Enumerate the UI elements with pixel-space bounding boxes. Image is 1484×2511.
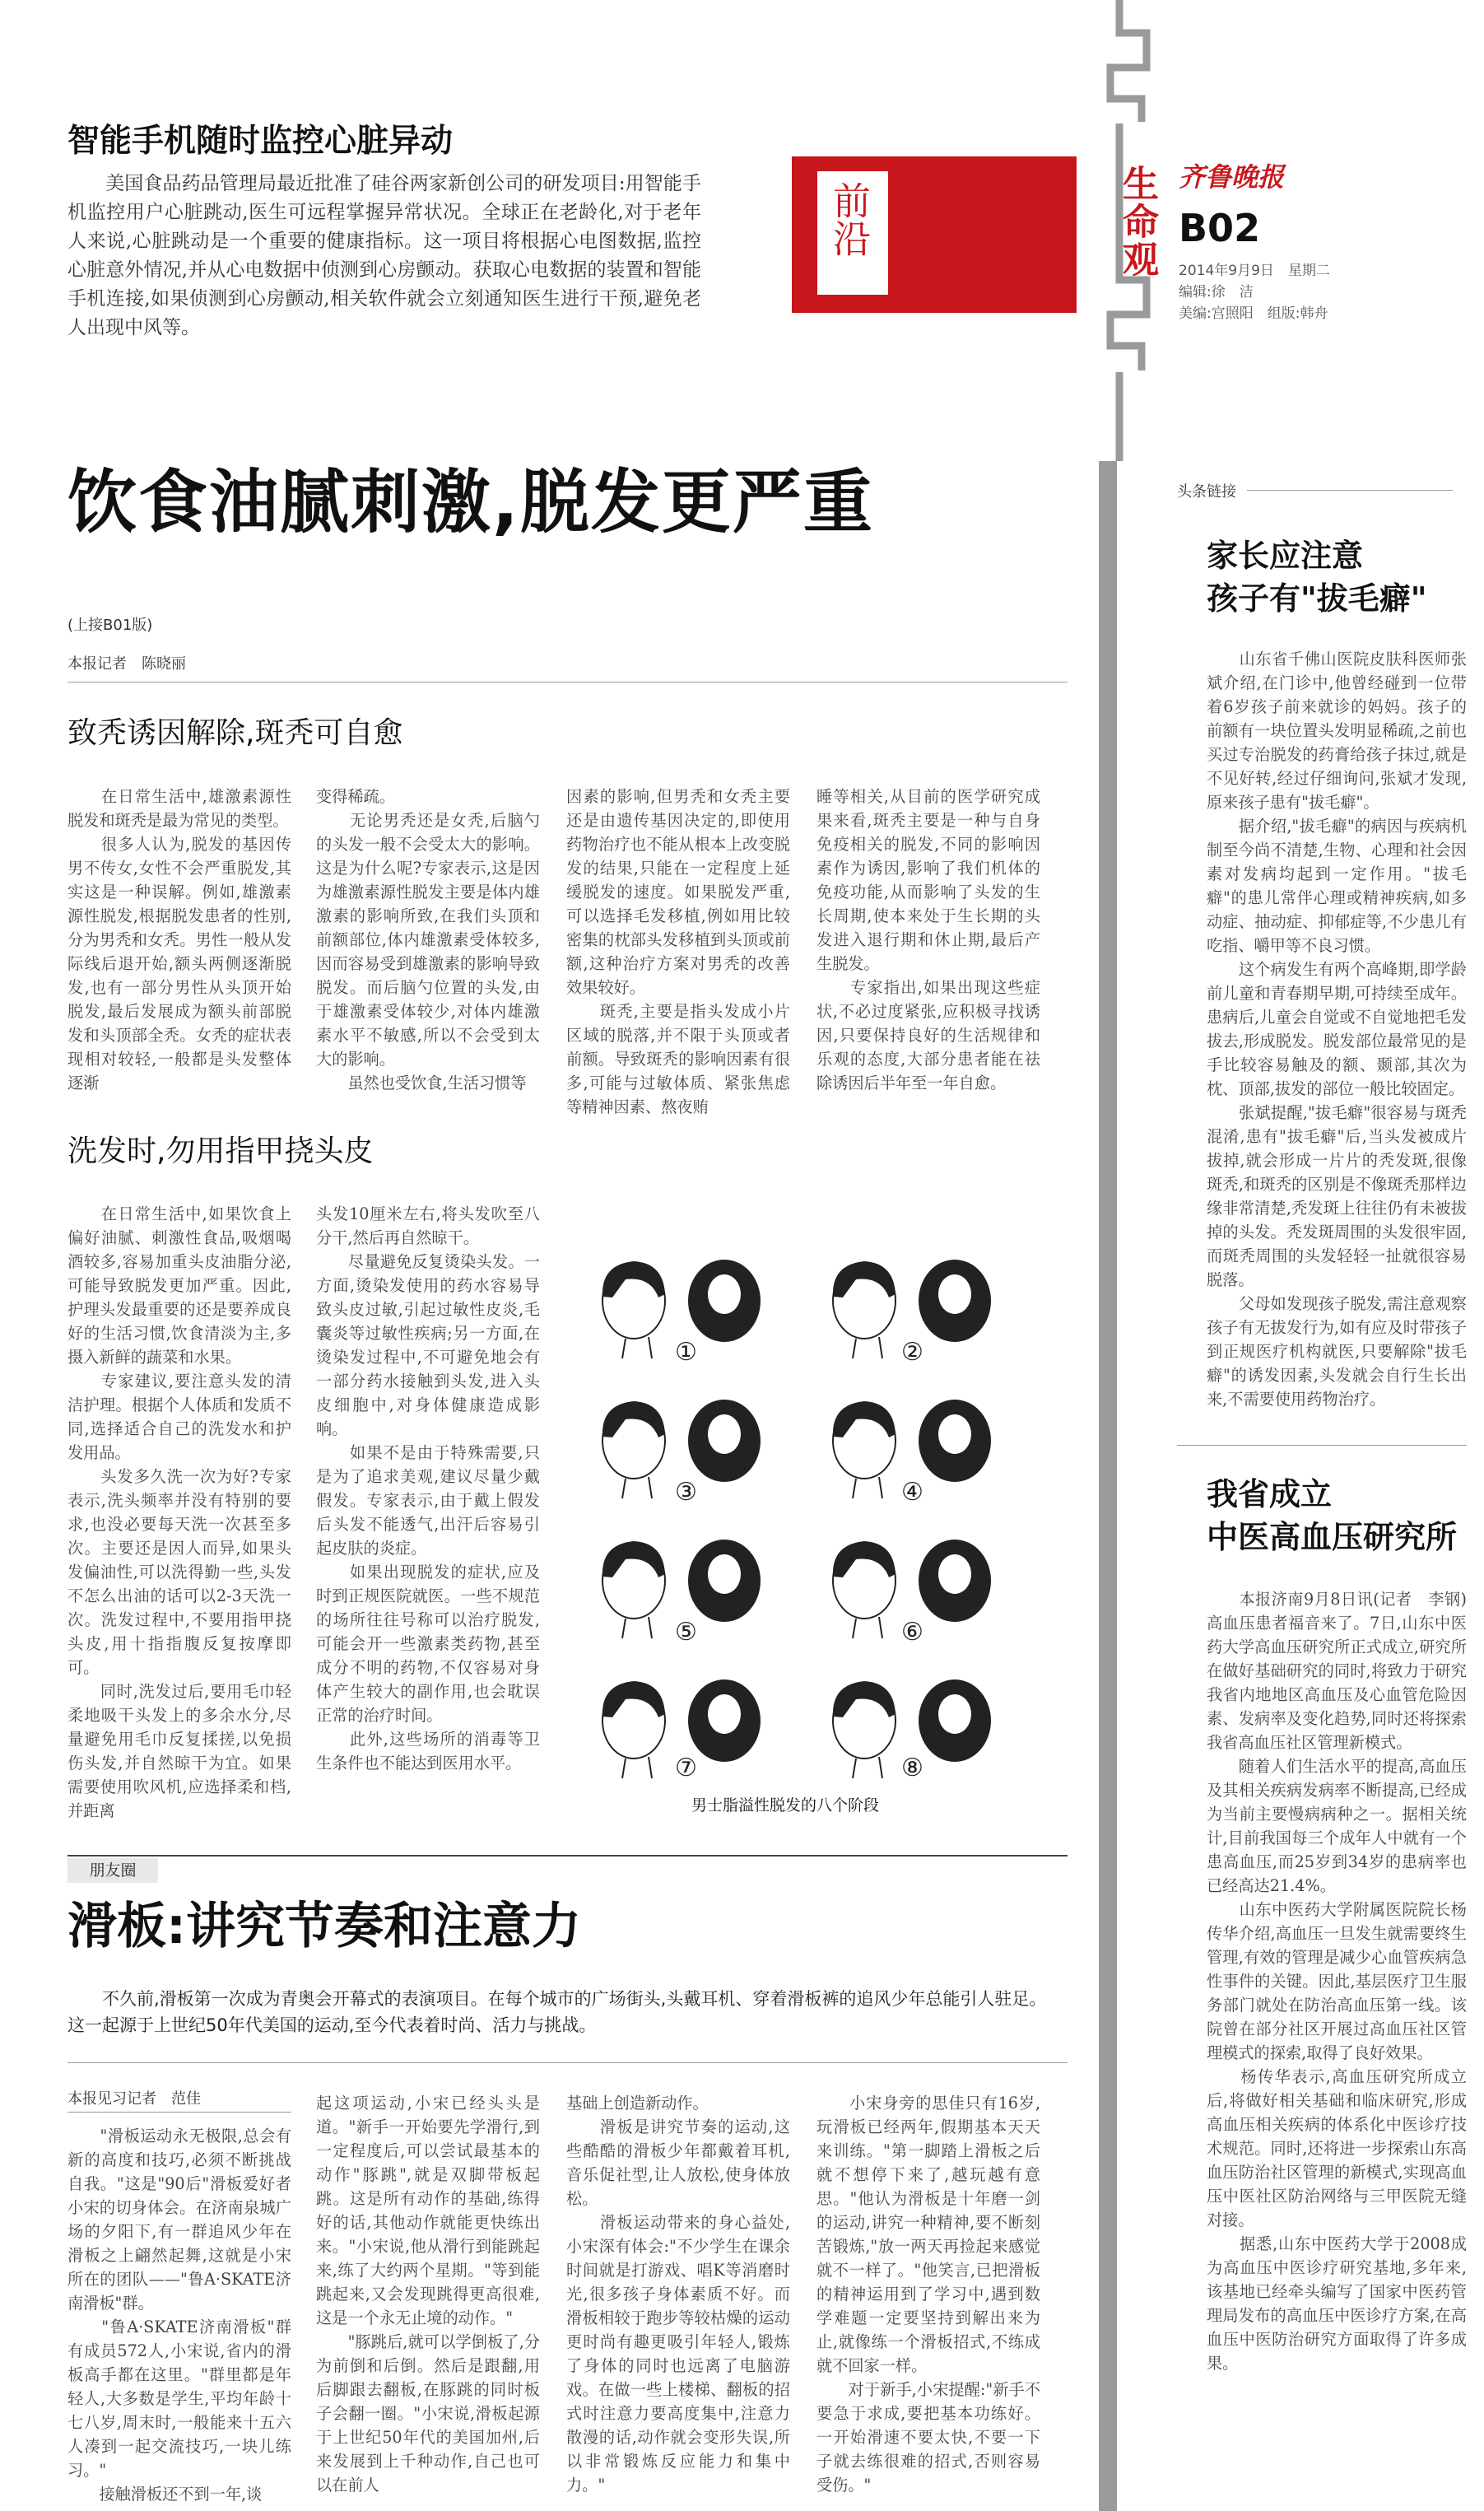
friends-col-2: 起这项运动,小宋已经头头是道。"新手一开始要先学滑行,到一定程度后,可以尝试最基本的动作"豚跳",就是双脚带板起跳。这是所有动作的基础,练得好的话,其他动作就能更快练出来。"小宋说,他从滑行到能跳起来,练了大约两个星期。"等到能跳起来,又会发现跳得更高很难,这是一个永无止境的动作。" "豚跳后,就可以学倒板了,分为前倒和后倒。然后是跟翻,用后脚跟去翻板,在豚跳的同时板子会翻一圈。"小宋说,滑板起源于上世纪50年代的美国加州,后来发展到上千种动作,自己也可以在前人 xyxy=(316,2094,540,2495)
subhead-1: 致秃诱因解除,斑秃可自愈 xyxy=(67,716,403,750)
figure-caption: 男士脂溢性脱发的八个阶段 xyxy=(691,1796,880,1815)
friends-headline: 滑板:讲究节奏和注意力 xyxy=(67,1898,581,1955)
friends-top-rule xyxy=(67,1855,1068,1856)
issue-date: 2014年9月9日 星期二 xyxy=(1179,263,1330,279)
sec1-col-3: 因素的影响,但男秃和女秃主要还是由遗传基因决定的,即使用药物治疗也不能从根本上改变脱发的结果,只能在一定程度上延缓脱发的速度。如果脱发严重,可以选择毛发移植,例如用比较密集的枕部头发移植到头顶或前额,这种治疗方案对男秃的改善效果较好。 斑秃,主要是指头发成小片区域的脱落,并不限于头顶或者前额。导致斑秃的影响因素有很多,可能与过敏体质、紧张焦虑等精神因素、熬夜贿 xyxy=(566,787,790,1116)
stage-1-number: ① xyxy=(675,1338,697,1367)
sec1-col-1: 在日常生活中,雄激素源性脱发和斑秃是最为常见的类型。 很多人认为,脱发的基因传男不传女,女性不会严重脱发,其实这是一种误解。例如,雄激素源性脱发,根据脱发患者的性别,分为男秃和女秃。男性一般从发际线后退开始,额头两侧逐渐脱发,也有一部分男性从头顶开始脱发,最后发展成为额头前部脱发和头顶部全秃。女秃的症状表现相对较轻,一般都是头发整体逐渐 xyxy=(67,787,291,1092)
section-title: 生命观 xyxy=(1116,165,1158,278)
front-body: 美国食品药品管理局最近批准了硅谷两家新创公司的研发项目:用智能手机监控用户心脏跳动,医生可远程掌握异常状况。全球正在老龄化,对于老年人来说,心脏跳动是一个重要的健康指标。这一项目将根据心电图数据,监控心脏意外情况,并从心电数据中侦测到心房颤动。获取心电数据的装置和智能手机连接,如果侦测到心房颤动,相关软件就会立刻通知医生进行干预,避免老人出现中风等。 xyxy=(67,173,701,338)
main-source: (上接B01版) xyxy=(67,617,153,634)
friends-col-3: 基础上创造新动作。 滑板是讲究节奏的运动,这些酷酷的滑板少年都戴着耳机,音乐促社型,让人放松,使身体放松。 滑板运动带来的身心益处,小宋深有体会:"不少学生在课余时间就是打游戏、唱K等消磨时光,很多孩子身体素质不好。而滑板相较于跑步等较枯燥的运动更时尚有趣更吸引年轻人,锻炼了身体的同时也远离了电脑游戏。在做一些上楼梯、翻板的招式时注意力要高度集中,注意力散漫的话,动作就会变形失误,所以非常锻炼反应能力和集中力。" xyxy=(566,2094,790,2495)
friends-lead: 不久前,滑板第一次成为青奥会开幕式的表演项目。在每个城市的广场街头,头戴耳机、穿着滑板裤的追风少年总能引人驻足。这一起源于上世纪50年代美国的运动,至今代表着时尚、活力与挑战。 xyxy=(67,1989,1047,2035)
stage-7-number: ⑦ xyxy=(675,1754,697,1782)
main-byline: 本报记者 陈晓丽 xyxy=(67,655,186,673)
sidebar-story1-body: 山东省千佛山医院皮肤科医师张斌介绍,在门诊中,他曾经碰到一位带着6岁孩子前来就诊的妈妈。孩子的前额有一块位置头发明显稀疏,之前也买过专治脱发的药膏给孩子抹过,就是不见好转,经过仔细询问,张斌才发现,原来孩子患有"拔毛癖"。 据介绍,"拔毛癖"的病因与疾病机制至今尚不清楚,生物、心理和社会因素对发病均起到一定作用。"拔毛癖"的患儿常伴心理或精神疾病,如多动症、抽动症、抑郁症等,不少患儿有吃指、嚼甲等不良习惯。 这个病发生有两个高峰期,即学龄前儿童和青春期早期,可持续至成年。患病后,儿童会自觉或不自觉地把毛发拔去,形成脱发。脱发部位最常见的是手比较容易触及的额、颞部,其次为枕、顶部,拔发的部位一般比较固定。 张斌提醒,"拔毛癖"很容易与斑秃混淆,患有"拔毛癖"后,当头发被成片拔掉,就会形成一片片的秃发斑,很像斑秃,和斑秃的区别是不像斑秃那样边缘非常清楚,秃发斑上往往仍有未被拔掉的头发。秃发斑周围的头发很牢固,而斑秃周围的头发轻轻一扯就很容易脱落。 父母如发现孩子脱发,需注意观察孩子有无拔发行为,如有应及时带孩子到正规医疗机构就医,只要解除"拔毛癖"的诱发因素,头发就会自行生长出来,不需要使用药物治疗。 xyxy=(1207,650,1467,1409)
sidebar-label: 头条链接 xyxy=(1177,483,1236,501)
friends-col-1: "滑板运动永无极限,总会有新的高度和技巧,必须不断挑战自我。"这是"90后"滑板爱好者小宋的切身体会。在济南泉城广场的夕阳下,有一群追风少年在滑板之上翩然起舞,这就是小宋所在的团队——"鲁A·SKATE济南滑板"群。 "鲁A·SKATE济南滑板"群有成员572人,小宋说,省内的滑板高手都在这里。"群里都是年轻人,大多数是学生,平均年龄十七八岁,周末时,一般能来十五六人凑到一起交流技巧,一块儿练习。" 接触滑板还不到一年,谈 xyxy=(67,2127,291,2504)
main-headline: 饮食油腻刺激,脱发更严重 xyxy=(67,462,874,543)
sidebar-label-rule xyxy=(1247,490,1453,491)
stage-8-number: ⑧ xyxy=(901,1754,923,1782)
sidebar-divider xyxy=(1177,1445,1467,1446)
stage-3-number: ③ xyxy=(675,1478,697,1507)
editor-credit: 编辑:徐 洁 xyxy=(1179,284,1254,300)
hair-loss-stages-illustration xyxy=(584,1235,1045,1795)
sidebar-story1-title-1: 家长应注意 xyxy=(1207,538,1364,574)
paper-logo: 齐鲁晚报 xyxy=(1179,161,1285,193)
stage-5-number: ⑤ xyxy=(675,1618,697,1647)
stage-2-number: ② xyxy=(901,1338,923,1367)
stage-4-number: ④ xyxy=(901,1478,923,1507)
front-stamp-label: 前沿 xyxy=(827,181,872,257)
front-title: 智能手机随时监控心脏异动 xyxy=(67,123,454,160)
sec2-col-2: 头发10厘米左右,将头发吹至八分干,然后再自然晾干。 尽量避免反复烫染头发。一方面,烫染发使用的药水容易导致头皮过敏,引起过敏性皮炎,毛囊炎等过敏性疾病;另一方面,在烫染发过程中,不可避免地会有一部分药水接触到头发,进入头皮细胞中,对身体健康造成影响。 如果不是由于特殊需要,只是为了追求美观,建议尽量少戴假发。专家表示,由于戴上假发后头发不能透气,出汗后容易引起皮肤的炎症。 如果出现脱发的症状,应及时到正规医院就医。一些不规范的场所往往号称可以治疗脱发,可能会开一些激素类药物,甚至成分不明的药物,不仅容易对身体产生较大的副作用,也会耽误正常的治疗时间。 此外,这些场所的消毒等卫生条件也不能达到医用水平。 xyxy=(316,1204,540,1773)
design-credit: 美编:宫照阳 组版:韩舟 xyxy=(1179,305,1328,322)
sidebar-story1-title-2: 孩子有"拔毛癖" xyxy=(1207,580,1427,617)
sidebar-story2-title-1: 我省成立 xyxy=(1207,1476,1333,1512)
page-number: B02 xyxy=(1179,206,1261,250)
sidebar-story2-body: 本报济南9月8日讯(记者 李钢) 高血压患者福音来了。7日,山东中医药大学高血压研究所正式成立,研究所在做好基础研究的同时,将致力于研究我省内地地区高血压及心血管危险因素、发病率及变化趋势,同时还将探索我省高血压社区管理新模式。 随着人们生活水平的提高,高血压及其相关疾病发病率不断提高,已经成为当前主要慢病病种之一。据相关统计,目前我国每三个成年人中就有一个患高血压,而25岁到34岁的患病率也已经高达21.4%。 山东中医药大学附属医院院长杨传华介绍,高血压一旦发生就需要终生管理,有效的管理是减少心血管疾病急性事件的关键。因此,基层医疗卫生服务部门就处在防治高血压第一线。该院曾在部分社区开展过高血压社区管理模式的探索,取得了良好效果。 杨传华表示,高血压研究所成立后,将做好相关基础和临床研究,形成高血压相关疾病的体系化中医诊疗技术规范。同时,还将进一步探索山东高血压防治社区管理的新模式,实现高血压中医社区防治网络与三甲医院无缝对接。 据悉,山东中医药大学于2008成为高血压中医诊疗研究基地,多年来,该基地已经牵头编写了国家中医药管理局发布的高血压中医诊疗方案,在高血压中医防治研究方面取得了许多成果。 xyxy=(1207,1590,1467,2373)
friends-lead-rule xyxy=(67,2062,1068,2063)
section-vertical-band xyxy=(1099,461,1117,2511)
sec2-col-1: 在日常生活中,如果饮食上偏好油腻、刺激性食品,吸烟喝酒较多,容易加重头皮油脂分泌,可能导致脱发更加严重。因此,护理头发最重要的还是要养成良好的生活习惯,饮食清淡为主,多摄入新鲜的蔬菜和水果。 专家建议,要注意头发的清洁护理。根据个人体质和发质不同,选择适合自己的洗发水和护发用品。 头发多久洗一次为好?专家表示,洗头频率并没有特别的要求,也没必要每天洗一次甚至多次。主要还是因人而异,如果头发偏油性,可以洗得勤一些,头发不怎么出油的话可以2-3天洗一次。洗发过程中,不要用指甲挠头皮,用十指指腹反复按摩即可。 同时,洗发过后,要用毛巾轻柔地吸干头发上的多余水分,尽量避免用毛巾反复揉搓,以免损伤头发,并自然晾干为宜。如果需要使用吹风机,应选择柔和档,并距离 xyxy=(67,1204,291,1820)
friends-label: 朋友圈 xyxy=(67,1858,158,1883)
friends-byline: 本报见习记者 范佳 xyxy=(67,2090,201,2108)
sec1-col-4: 睡等相关,从目前的医学研究成果来看,斑秃主要是一种与自身免疫相关的脱发,不同的影响因素作为诱因,影响了我们机体的免疫功能,从而影响了头发的生长周期,使本来处于生长期的头发进入退行期和休止期,最后产生脱发。 专家指出,如果出现这些症状,不必过度紧张,应积极寻找诱因,只要保持良好的生活规律和乐观的态度,大部分患者能在祛除诱因后半年至一年自愈。 xyxy=(816,787,1040,1092)
friends-byline-rule xyxy=(67,2112,291,2113)
stage-6-number: ⑥ xyxy=(901,1618,923,1647)
sidebar-story2-title-2: 中医高血压研究所 xyxy=(1207,1519,1458,1555)
sec1-col-2: 变得稀疏。 无论男秃还是女秃,后脑勺的头发一般不会受太大的影响。这是为什么呢?专家表示,这是因为雄激素源性脱发主要是体内雄激素的影响所致,在我们头顶和前额部位,体内雄激素受体较多,因而容易受到雄激素的影响导致脱发。而后脑勺位置的头发,由于雄激素受体较少,对体内雄激素水平不敏感,所以不会受到太大的影响。 虽然也受饮食,生活习惯等 xyxy=(316,787,540,1092)
subhead-2: 洗发时,勿用指甲挠头皮 xyxy=(67,1134,374,1168)
friends-col-4: 小宋身旁的思佳只有16岁,玩滑板已经两年,假期基本天天来训练。"第一脚踏上滑板之后就不想停下来了,越玩越有意思。"他认为滑板是十年磨一剑的运动,讲究一种精神,要不断刻苦锻炼,"放一两天再捡起来感觉就不一样了。"他笑言,已把滑板的精神运用到了学习中,遇到数学难题一定要坚持到解出来为止,就像练一个滑板招式,不练成就不回家一样。 对于新手,小宋提醒:"新手不要急于求成,要把基本功练好。一开始滑速不要太快,不要一下子就去练很难的招式,否则容易受伤。" xyxy=(816,2094,1040,2495)
